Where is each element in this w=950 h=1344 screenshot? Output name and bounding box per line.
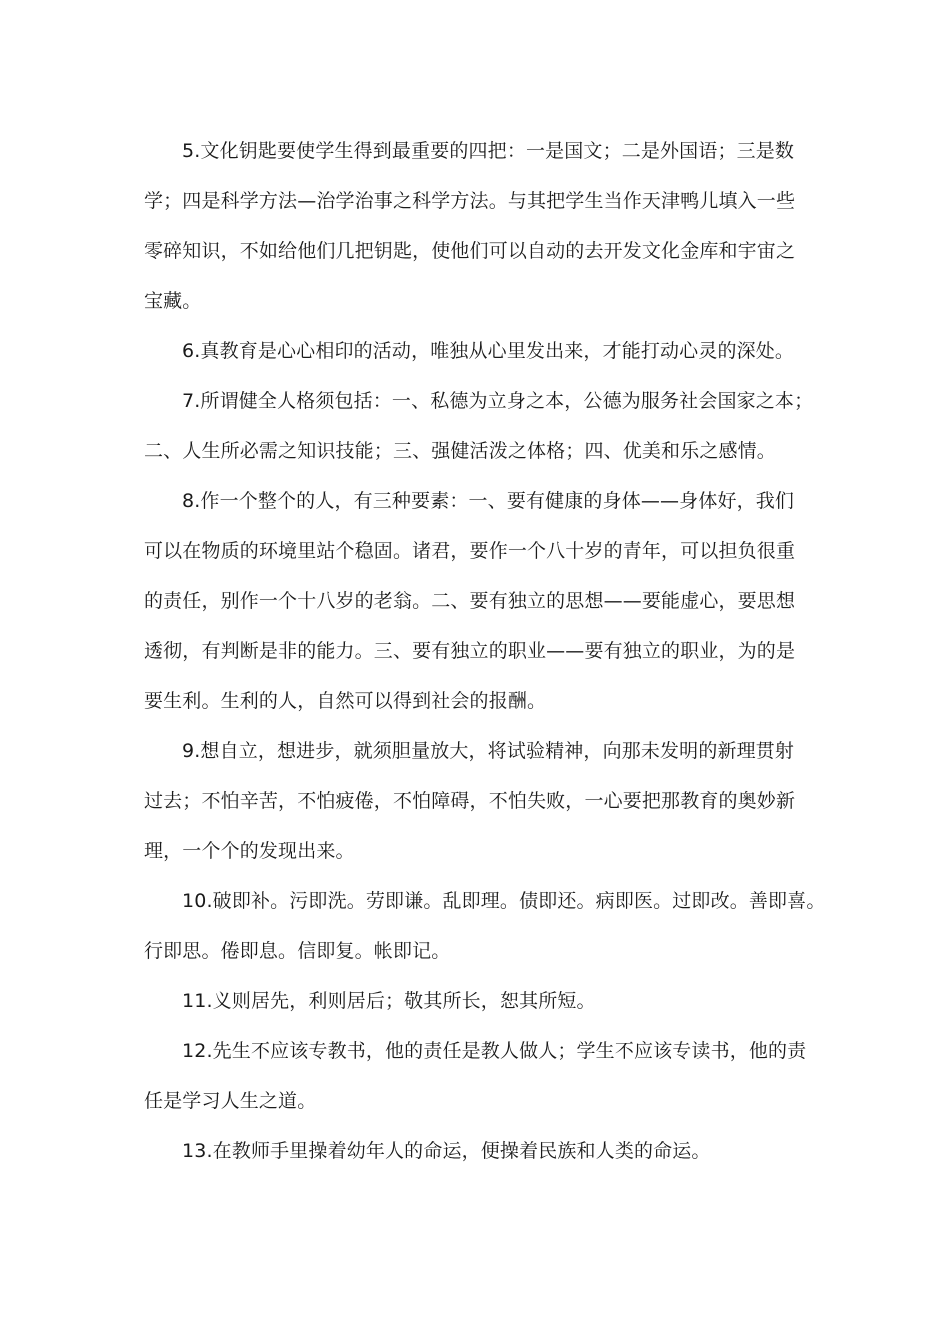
document-body bbox=[144, 126, 826, 1176]
text-line: 宝藏。 bbox=[144, 290, 202, 312]
text-line: 11.义则居先，利则居后；敬其所长，恕其所短。 bbox=[182, 990, 596, 1012]
paragraph-7 bbox=[144, 376, 812, 476]
text-line: 任是学习人生之道。 bbox=[144, 1090, 317, 1112]
text-line: 行即思。倦即息。信即复。帐即记。 bbox=[144, 940, 451, 962]
paragraph-5 bbox=[144, 126, 812, 326]
text-line: 10.破即补。污即洗。劳即谦。乱即理。债即还。病即医。过即改。善即喜。 bbox=[182, 890, 826, 912]
text-line: 6.真教育是心心相印的活动，唯独从心里发出来，才能打动心灵的深处。 bbox=[182, 340, 795, 362]
paragraph-6 bbox=[144, 326, 812, 376]
text-line: 零碎知识，不如给他们几把钥匙，使他们可以自动的去开发文化金库和宇宙之 bbox=[144, 240, 796, 262]
text-line: 12.先生不应该专教书，他的责任是教人做人；学生不应该专读书，他的责 bbox=[182, 1040, 807, 1062]
paragraph-13 bbox=[144, 1126, 812, 1176]
text-line: 7.所谓健全人格须包括：一、私德为立身之本，公德为服务社会国家之本； bbox=[182, 390, 814, 412]
paragraph-8 bbox=[144, 476, 812, 726]
text-line: 9.想自立，想进步，就须胆量放大，将试验精神，向那未发明的新理贯射 bbox=[182, 740, 795, 762]
text-line: 透彻，有判断是非的能力。三、要有独立的职业——要有独立的职业，为的是 bbox=[144, 640, 796, 662]
text-line: 学；四是科学方法—治学治事之科学方法。与其把学生当作天津鸭儿填入一些 bbox=[144, 190, 796, 212]
paragraph-10 bbox=[144, 876, 826, 976]
text-line: 的责任，别作一个十八岁的老翁。二、要有独立的思想——要能虚心，要思想 bbox=[144, 590, 796, 612]
text-line: 5.文化钥匙要使学生得到最重要的四把：一是国文；二是外国语；三是数 bbox=[182, 140, 795, 162]
text-line: 13.在教师手里操着幼年人的命运，便操着民族和人类的命运。 bbox=[182, 1140, 711, 1162]
text-line: 理，一个个的发现出来。 bbox=[144, 840, 355, 862]
paragraph-12 bbox=[144, 1026, 812, 1126]
text-line: 可以在物质的环境里站个稳固。诸君，要作一个八十岁的青年，可以担负很重 bbox=[144, 540, 796, 562]
text-line: 过去；不怕辛苦，不怕疲倦，不怕障碍，不怕失败，一心要把那教育的奥妙新 bbox=[144, 790, 796, 812]
text-line: 要生利。生利的人，自然可以得到社会的报酬。 bbox=[144, 690, 547, 712]
paragraph-9 bbox=[144, 726, 812, 876]
text-line: 二、人生所必需之知识技能；三、强健活泼之体格；四、优美和乐之感情。 bbox=[144, 440, 776, 462]
text-line: 8.作一个整个的人，有三种要素：一、要有健康的身体——身体好，我们 bbox=[182, 490, 795, 512]
paragraph-11 bbox=[144, 976, 812, 1026]
